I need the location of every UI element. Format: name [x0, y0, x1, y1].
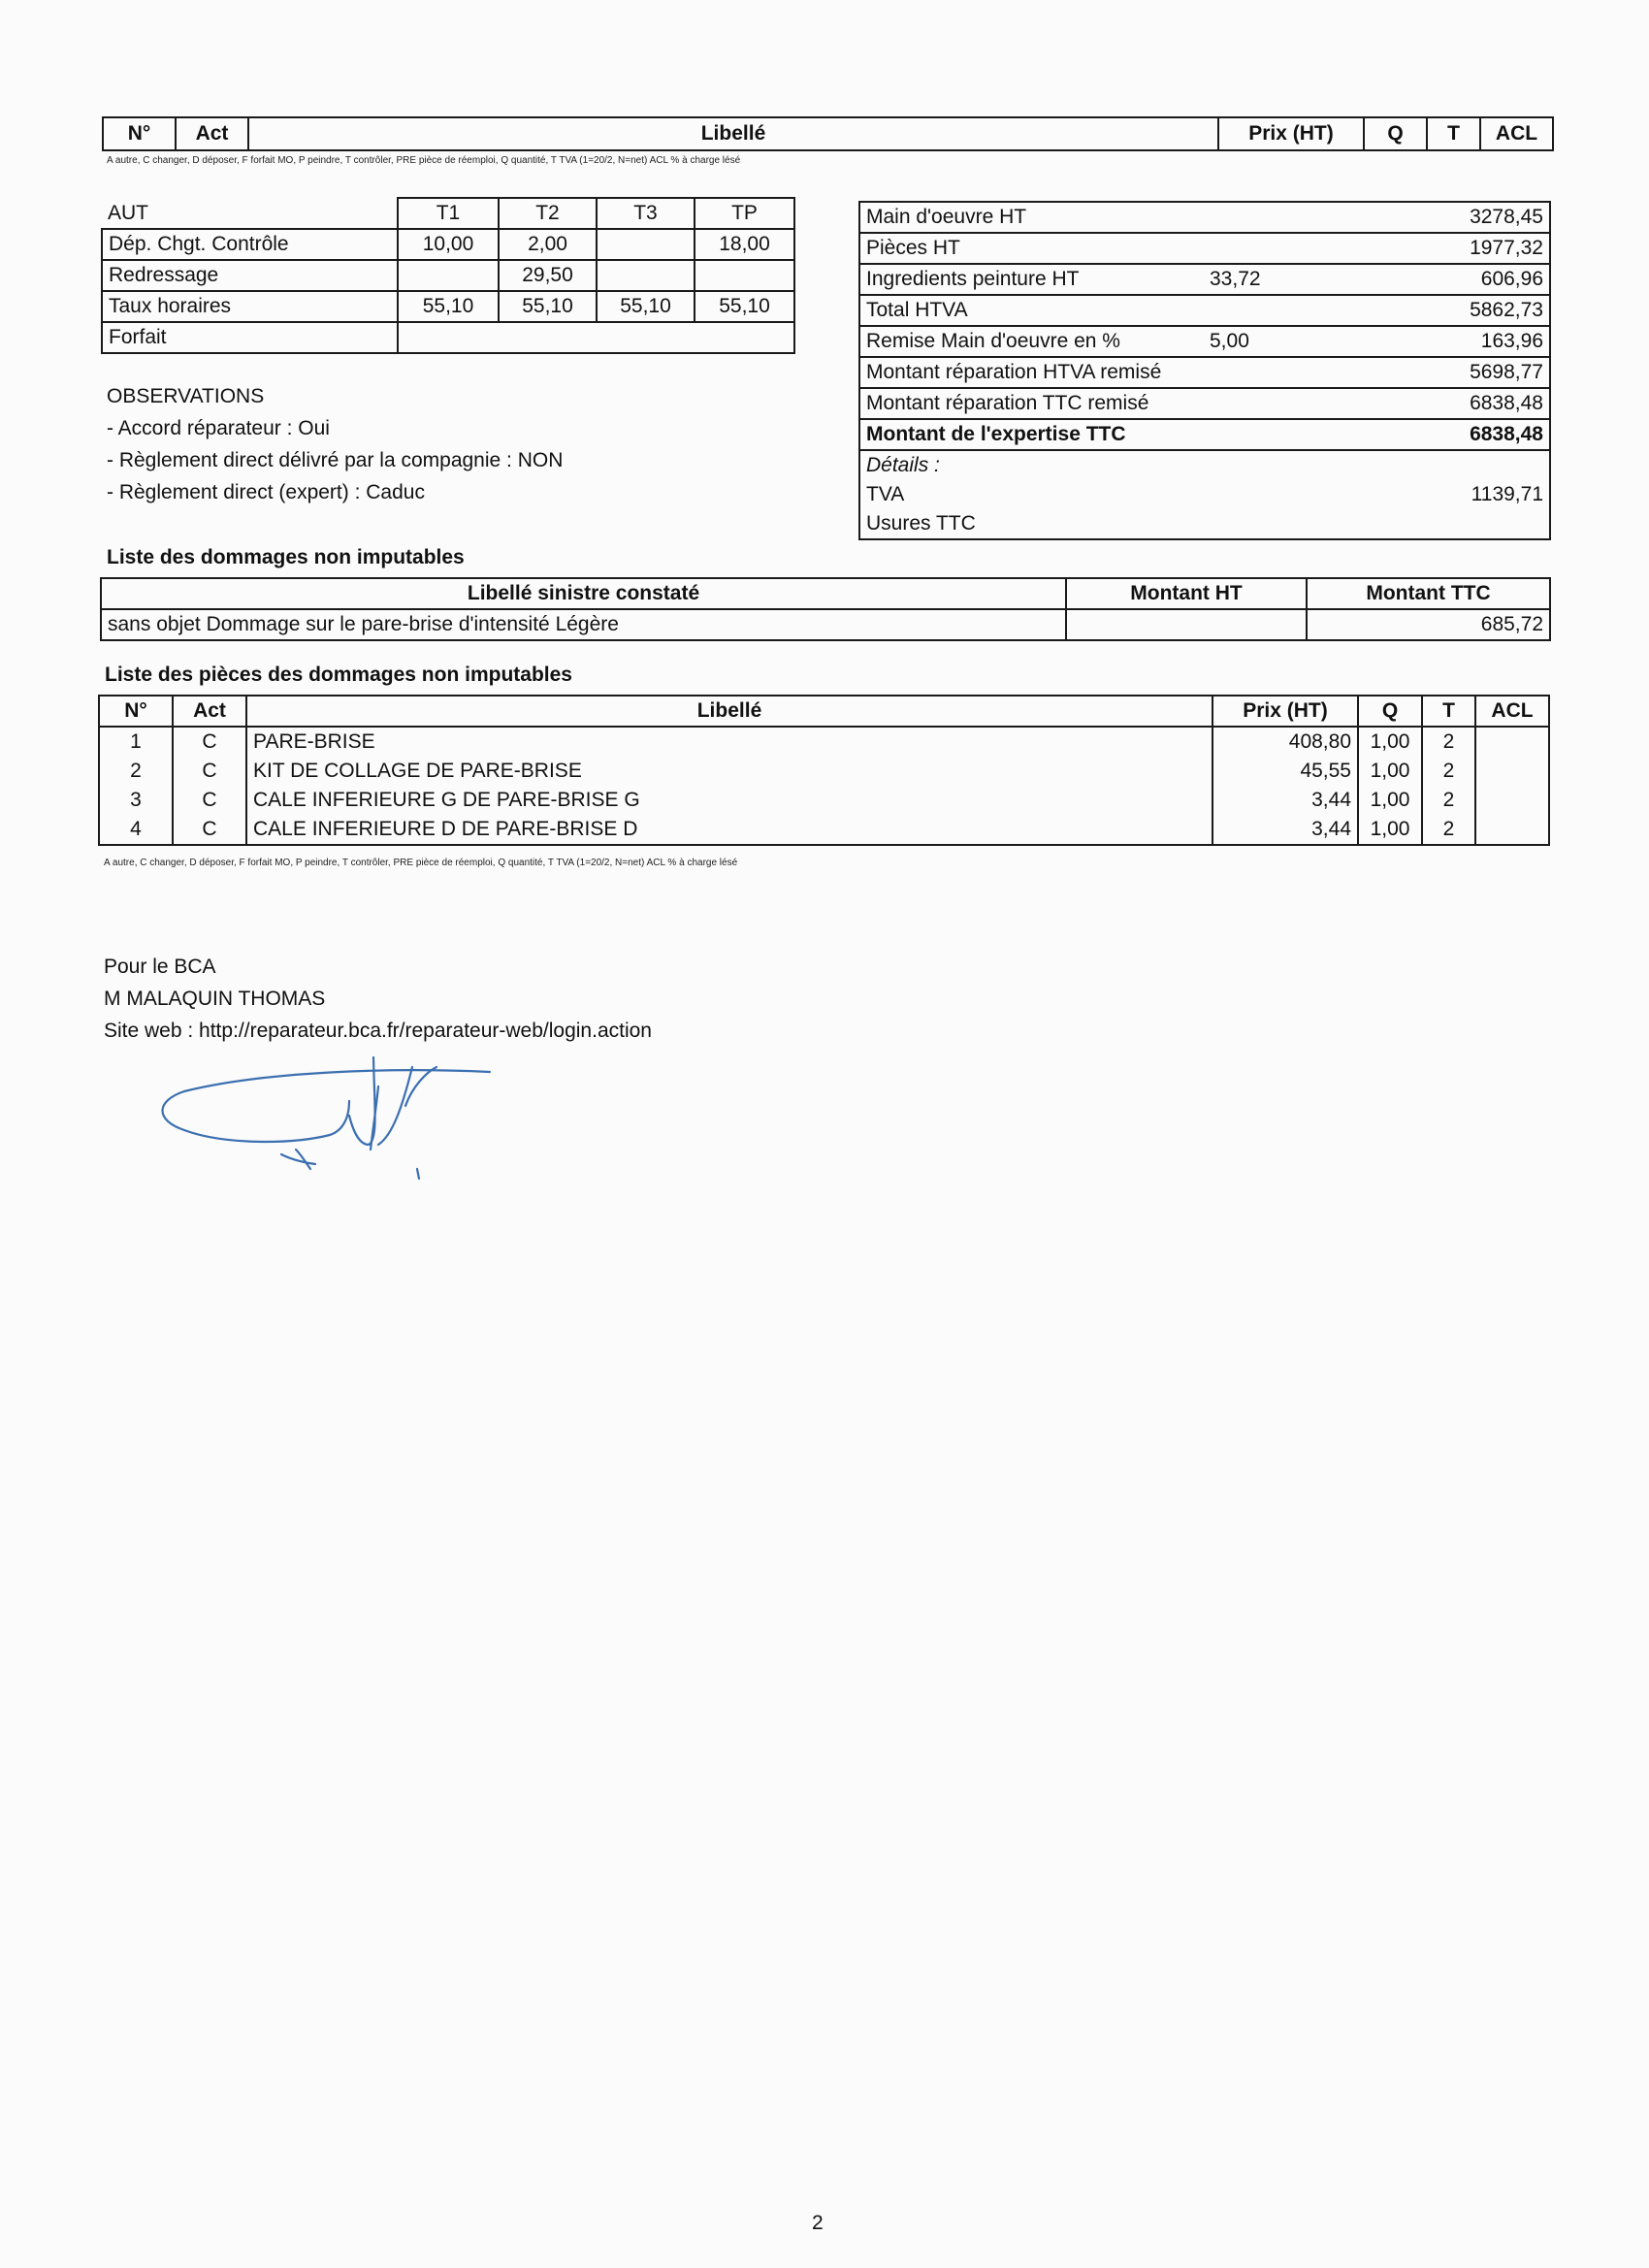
parts-row-t: 2 [1422, 786, 1475, 815]
summary-mid [1204, 419, 1378, 450]
summary-mid: 5,00 [1204, 326, 1378, 357]
observation-line: - Règlement direct (expert) : Caduc [107, 481, 425, 503]
aut-row-t1: 55,10 [398, 291, 499, 322]
aut-row-t2: 55,10 [499, 291, 597, 322]
summary-row [859, 388, 1550, 419]
summary-row [859, 326, 1550, 357]
summary-row [859, 357, 1550, 388]
aut-row-t3: 55,10 [597, 291, 695, 322]
parts-row-label: PARE-BRISE [246, 727, 1212, 757]
summary-label: Remise Main d'oeuvre en % [859, 326, 1204, 357]
aut-row-t1 [398, 260, 499, 291]
parts-row-q: 1,00 [1358, 815, 1422, 845]
parts-row-q: 1,00 [1358, 757, 1422, 786]
aut-row-label: Dép. Chgt. Contrôle [102, 229, 398, 260]
parts-legend: A autre, C changer, D déposer, F forfait MO, P peindre, T contrôler, PRE pièce de réemploi, Q quantité, T TVA (1=20/2, N=net) ACL % à charge lésé [104, 858, 738, 868]
summary-table [858, 201, 1551, 540]
aut-row [102, 260, 794, 291]
aut-row-t2: 2,00 [499, 229, 597, 260]
aut-header-label: AUT [102, 198, 398, 229]
aut-row [102, 322, 794, 353]
header-col-libelle: Libellé [248, 117, 1218, 150]
summary-value: 163,96 [1378, 326, 1550, 357]
parts-row-label: CALE INFERIEURE D DE PARE-BRISE D [246, 815, 1212, 845]
header-col-q: Q [1364, 117, 1427, 150]
header-col-n: N° [103, 117, 176, 150]
summary-mid [1204, 388, 1378, 419]
header-col-acl: ACL [1480, 117, 1553, 150]
summary-label: Total HTVA [859, 295, 1204, 326]
header-legend: A autre, C changer, D déposer, F forfait MO, P peindre, T contrôler, PRE pièce de réemploi, Q quantité, T TVA (1=20/2, N=net) ACL % à charge lésé [107, 155, 741, 166]
parts-row-act: C [173, 786, 246, 815]
summary-label: Montant réparation TTC remisé [859, 388, 1204, 419]
header-table [102, 116, 1554, 151]
parts-col-n: N° [99, 696, 173, 727]
summary-usures-label: Usures TTC [859, 509, 1204, 539]
aut-row-t1: 10,00 [398, 229, 499, 260]
summary-row [859, 202, 1550, 233]
damages-col-ttc: Montant TTC [1307, 578, 1550, 609]
parts-row-act: C [173, 815, 246, 845]
parts-row [99, 727, 1549, 757]
summary-mid [1204, 233, 1378, 264]
parts-row-label: KIT DE COLLAGE DE PARE-BRISE [246, 757, 1212, 786]
header-col-prix: Prix (HT) [1218, 117, 1364, 150]
parts-row-acl [1475, 727, 1549, 757]
summary-tva-label: TVA [859, 480, 1204, 509]
parts-row-acl [1475, 757, 1549, 786]
summary-label: Main d'oeuvre HT [859, 202, 1204, 233]
parts-title: Liste des pièces des dommages non imputables [105, 664, 572, 686]
damages-row [101, 609, 1550, 640]
summary-value: 5862,73 [1378, 295, 1550, 326]
observation-line: - Règlement direct délivré par la compagnie : NON [107, 449, 564, 471]
parts-row-acl [1475, 815, 1549, 845]
parts-row-t: 2 [1422, 815, 1475, 845]
summary-total-label: Montant de l'expertise TTC [859, 419, 1204, 450]
damages-title: Liste des dommages non imputables [107, 546, 465, 568]
damages-row-ttc: 685,72 [1307, 609, 1550, 640]
parts-row-price: 3,44 [1212, 815, 1358, 845]
summary-mid [1204, 357, 1378, 388]
signature-line-org: Pour le BCA [104, 956, 216, 978]
signature-line-name: M MALAQUIN THOMAS [104, 988, 326, 1010]
parts-col-prix: Prix (HT) [1212, 696, 1358, 727]
aut-row-t3 [597, 229, 695, 260]
parts-row-price: 3,44 [1212, 786, 1358, 815]
aut-header-t3: T3 [597, 198, 695, 229]
aut-table [101, 197, 795, 354]
aut-row-forfait-value [398, 322, 794, 353]
aut-row [102, 291, 794, 322]
parts-row-act: C [173, 727, 246, 757]
damages-col-ht: Montant HT [1066, 578, 1307, 609]
parts-row-q: 1,00 [1358, 727, 1422, 757]
parts-row-n: 4 [99, 815, 173, 845]
damages-table [100, 577, 1551, 641]
parts-col-libelle: Libellé [246, 696, 1212, 727]
observation-line: - Accord réparateur : Oui [107, 417, 330, 439]
parts-col-t: T [1422, 696, 1475, 727]
parts-col-q: Q [1358, 696, 1422, 727]
summary-label: Ingredients peinture HT [859, 264, 1204, 295]
summary-total-value: 6838,48 [1378, 419, 1550, 450]
parts-row-t: 2 [1422, 757, 1475, 786]
summary-value: 606,96 [1378, 264, 1550, 295]
parts-row-n: 2 [99, 757, 173, 786]
aut-header-tp: TP [695, 198, 794, 229]
aut-row-label: Forfait [102, 322, 398, 353]
parts-row-price: 45,55 [1212, 757, 1358, 786]
aut-row-label: Redressage [102, 260, 398, 291]
aut-header-t1: T1 [398, 198, 499, 229]
aut-row-t3 [597, 260, 695, 291]
aut-row-tp: 18,00 [695, 229, 794, 260]
observations [107, 380, 563, 508]
summary-value: 1977,32 [1378, 233, 1550, 264]
parts-col-acl: ACL [1475, 696, 1549, 727]
parts-row-n: 3 [99, 786, 173, 815]
summary-value: 5698,77 [1378, 357, 1550, 388]
header-col-act: Act [176, 117, 248, 150]
summary-label: Pièces HT [859, 233, 1204, 264]
aut-header-t2: T2 [499, 198, 597, 229]
parts-row-acl [1475, 786, 1549, 815]
signature-block [104, 951, 652, 1047]
aut-row [102, 229, 794, 260]
summary-row [859, 264, 1550, 295]
summary-mid: 33,72 [1204, 264, 1378, 295]
summary-value: 6838,48 [1378, 388, 1550, 419]
damages-row-label: sans objet Dommage sur le pare-brise d'intensité Légère [101, 609, 1066, 640]
aut-row-t2: 29,50 [499, 260, 597, 291]
header-col-t: T [1427, 117, 1480, 150]
signature-line-website: Site web : http://reparateur.bca.fr/reparateur-web/login.action [104, 1020, 652, 1042]
parts-table [98, 695, 1550, 846]
summary-row [859, 233, 1550, 264]
summary-row [859, 295, 1550, 326]
handwritten-signature [146, 1048, 504, 1203]
summary-label: Montant réparation HTVA remisé [859, 357, 1204, 388]
page-number: 2 [812, 2212, 824, 2234]
parts-row-act: C [173, 757, 246, 786]
aut-row-tp: 55,10 [695, 291, 794, 322]
damages-col-label: Libellé sinistre constaté [101, 578, 1066, 609]
aut-row-label: Taux horaires [102, 291, 398, 322]
parts-row-price: 408,80 [1212, 727, 1358, 757]
summary-tva-value: 1139,71 [1378, 480, 1550, 509]
observations-title: OBSERVATIONS [107, 385, 265, 407]
summary-value: 3278,45 [1378, 202, 1550, 233]
parts-row [99, 786, 1549, 815]
parts-col-act: Act [173, 696, 246, 727]
summary-mid [1204, 295, 1378, 326]
parts-row [99, 815, 1549, 845]
summary-mid [1204, 202, 1378, 233]
aut-row-tp [695, 260, 794, 291]
damages-row-ht [1066, 609, 1307, 640]
parts-row-n: 1 [99, 727, 173, 757]
parts-row-label: CALE INFERIEURE G DE PARE-BRISE G [246, 786, 1212, 815]
parts-row-t: 2 [1422, 727, 1475, 757]
parts-row-q: 1,00 [1358, 786, 1422, 815]
parts-row [99, 757, 1549, 786]
summary-row-total [859, 419, 1550, 450]
summary-details-label: Détails : [859, 450, 1204, 480]
